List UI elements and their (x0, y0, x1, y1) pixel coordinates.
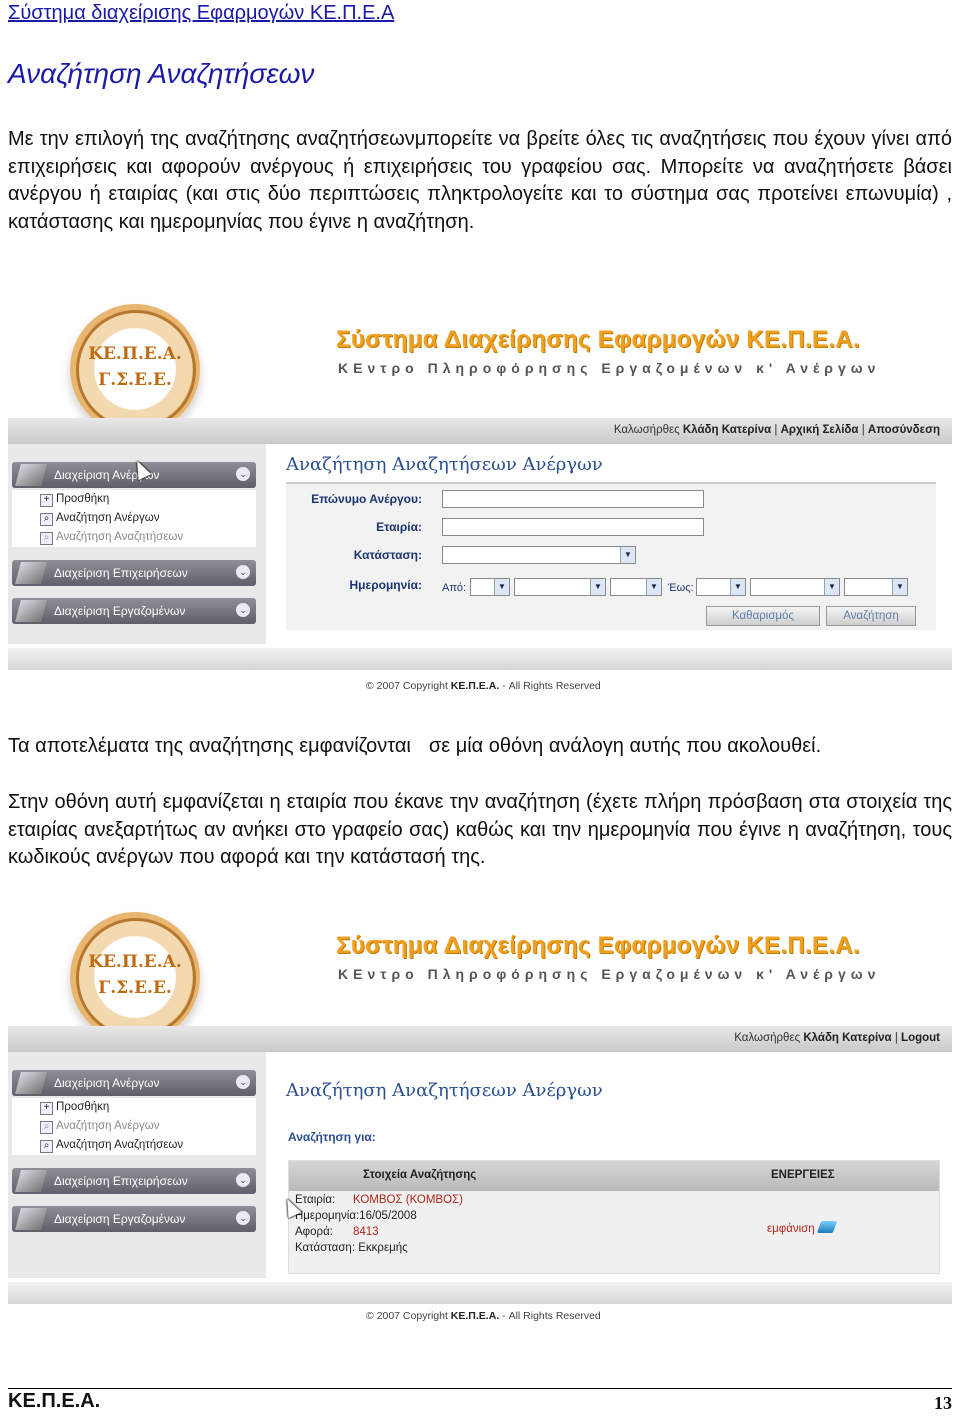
content-title: Αναζήτηση Αναζητήσεων Ανέργων (286, 1080, 603, 1101)
results-table (288, 1160, 940, 1274)
logout-link[interactable]: Logout (901, 1032, 940, 1044)
menu-employees[interactable] (12, 1206, 256, 1232)
search-icon: ⌕ (40, 1121, 53, 1134)
footer-bar (8, 648, 952, 670)
welcome-text (734, 1032, 940, 1044)
search-icon: ⌕ (40, 513, 53, 526)
chevron-down-icon[interactable]: ⌄ (236, 1211, 250, 1225)
results-table-header (289, 1161, 939, 1191)
company-label: Εταιρία: (295, 1194, 336, 1206)
result-date (295, 1210, 417, 1222)
results-paragraph (8, 733, 952, 761)
plus-icon: + (40, 1102, 53, 1115)
submenu-add-label: Προσθήκη (56, 1101, 110, 1113)
clear-button[interactable]: Καθαρισμός (706, 606, 820, 626)
view-icon[interactable] (817, 1221, 837, 1233)
surname-input[interactable] (442, 490, 704, 508)
chevron-down-icon[interactable]: ⌄ (236, 1075, 250, 1089)
search-form (286, 482, 936, 630)
submenu-search-searches-label: Αναζήτηση Αναζητήσεων (56, 1139, 184, 1151)
search-icon: ⌕ (40, 532, 53, 545)
submenu-search-unemployed[interactable] (12, 1117, 256, 1136)
copyright-org: ΚΕ.Π.Ε.Α. (450, 680, 500, 692)
results-text-a: Τα αποτελέματα της αναζήτησης εμφανίζονται (8, 735, 411, 757)
description-paragraph: Στην οθόνη αυτή εμφανίζεται η εταιρία που έκανε την αναζήτηση (έχετε πλήρη πρόσβαση στα στοιχεία της εταιρίας ανεξαρτήτως αν ανήκει στο γραφείο σας) καθώς και την ημερομηνία που έγινε η αναζήτηση, τους κωδικούς ανέργων που αφορά και την κατάστασή της. (8, 791, 952, 868)
submenu-search-searches[interactable] (12, 528, 256, 547)
copyright-org: ΚΕ.Π.Ε.Α. (450, 1310, 500, 1322)
search-results-screenshot (8, 898, 952, 1334)
from-day-select[interactable] (470, 578, 510, 596)
user-name: Κλάδη Κατερίνα (682, 424, 772, 436)
app-brand-subtitle: ΚΕντρο Πληροφόρησης Εργαζομένων κ' Ανέργων (338, 360, 881, 376)
search-for-label: Αναζήτηση για: (288, 1130, 376, 1144)
app-brand-title: Σύστημα Διαχείρησης Εφαρμογών ΚΕ.Π.Ε.Α. (336, 932, 860, 959)
col-actions: ΕΝΕΡΓΕΙΕΣ (771, 1169, 835, 1181)
view-link[interactable]: εμφάνιση (767, 1223, 815, 1235)
intro-paragraph: Με την επιλογή της αναζήτησης αναζητήσεωνμπορείτε να βρείτε όλες τις αναζητήσεις που έχουν γίνει από επιχειρήσεις και αφορούν ανέργους ή επιχειρήσεις του γραφείου σας. Μπορείτε να αναζητήσετε βάσει ανέργου ή εταιρίας (και στις δύο περιπτώσεις πληκτρολογείτε και το σύστημα σας προτείνει επωνυμία) , κατάστασης και ημερομηνίας που έγινε η αναζήτηση. (8, 128, 952, 233)
logo-text-2: Γ.Σ.Ε.Ε. (98, 978, 172, 998)
plus-icon: + (40, 494, 53, 507)
logo-text-1: ΚΕ.Π.Ε.Α. (88, 344, 182, 364)
from-month-select[interactable] (514, 578, 606, 596)
search-button[interactable]: Αναζήτηση (826, 606, 916, 626)
status-label: Κατάσταση: (353, 548, 422, 562)
concerns-value[interactable]: 8413 (353, 1226, 379, 1238)
section-title: Αναζήτηση Αναζητήσεων (8, 58, 315, 89)
company-label: Εταιρία: (376, 520, 422, 534)
result-status (295, 1242, 408, 1254)
menu-icon (15, 562, 47, 584)
footer-bar (8, 1282, 952, 1304)
concerns-label: Αφορά: (295, 1226, 333, 1238)
chevron-down-icon[interactable]: ⌄ (236, 603, 250, 617)
to-label: Έως: (668, 582, 694, 594)
status-select[interactable] (442, 546, 636, 564)
surname-label: Επώνυμο Ανέργου: (311, 492, 422, 506)
menu-businesses-label: Διαχείριση Επιχειρήσεων (54, 566, 188, 580)
status-label: Κατάσταση: (295, 1242, 356, 1254)
submenu-search-searches-label: Αναζήτηση Αναζητήσεων (56, 531, 184, 543)
menu-icon (15, 600, 47, 622)
submenu-add[interactable] (12, 490, 256, 509)
menu-employees-label: Διαχείριση Εργαζομένων (54, 604, 186, 618)
copyright (366, 1310, 601, 1322)
result-concerns (295, 1226, 379, 1238)
menu-employees[interactable] (12, 598, 256, 624)
copyright-suffix: - All Rights Reserved (502, 680, 601, 692)
date-label: Ημερομηνία: (295, 1210, 360, 1222)
company-value[interactable]: ΚΟΜΒΟΣ (ΚΟΜΒΟΣ) (353, 1194, 463, 1206)
app-brand-subtitle: ΚΕντρο Πληροφόρησης Εργαζομένων κ' Ανέργων (338, 966, 881, 982)
top-bar (8, 418, 952, 444)
submenu-search-unemployed-label: Αναζήτηση Ανέργων (56, 512, 160, 524)
menu-icon (15, 464, 47, 486)
chevron-down-icon: ▼ (590, 579, 605, 595)
chevron-down-icon: ▼ (892, 579, 907, 595)
submenu-unemployed (12, 1098, 256, 1155)
menu-icon (15, 1072, 47, 1094)
document-header-text: Σύστημα διαχείρισης Εφαρμογών ΚΕ.Π.Ε.Α (8, 2, 395, 24)
page-number: 13 (934, 1393, 952, 1413)
results-text-b: σε μία οθόνη ανάλογη αυτής που ακολουθεί. (428, 735, 822, 757)
chevron-down-icon: ▼ (494, 579, 509, 595)
submenu-search-unemployed[interactable] (12, 509, 256, 528)
menu-businesses[interactable] (12, 560, 256, 586)
date-value: 16/05/2008 (359, 1210, 417, 1222)
search-form-screenshot (8, 292, 952, 702)
logout-link[interactable]: Αποσύνδεση (867, 424, 940, 436)
from-year-select[interactable] (610, 578, 662, 596)
chevron-down-icon[interactable]: ⌄ (236, 1173, 250, 1187)
to-year-select[interactable] (844, 578, 908, 596)
footer-org: ΚΕ.Π.Ε.Α. (8, 1390, 101, 1412)
app-brand-title: Σύστημα Διαχείρησης Εφαρμογών ΚΕ.Π.Ε.Α. (336, 326, 860, 353)
top-bar (8, 1026, 952, 1052)
separator: | (894, 1032, 898, 1044)
chevron-down-icon: ▼ (824, 579, 839, 595)
welcome-prefix: Καλωσήρθες (734, 1032, 801, 1044)
menu-unemployed-label: Διαχείριση Ανέργων (54, 1076, 160, 1090)
menu-icon (15, 1208, 47, 1230)
document-header (8, 2, 416, 25)
submenu-add[interactable] (12, 1098, 256, 1117)
separator: | (774, 424, 778, 436)
chevron-down-icon: ▼ (730, 579, 745, 595)
chevron-down-icon[interactable]: ⌄ (236, 565, 250, 579)
chevron-down-icon: ▼ (620, 547, 635, 563)
welcome-text (614, 424, 940, 436)
submenu-search-unemployed-label: Αναζήτηση Ανέργων (56, 1120, 160, 1132)
welcome-prefix: Καλωσήρθες (613, 424, 680, 436)
menu-unemployed[interactable] (12, 1070, 256, 1096)
submenu-add-label: Προσθήκη (56, 493, 110, 505)
chevron-down-icon[interactable]: ⌄ (236, 467, 250, 481)
logo-text-1: ΚΕ.Π.Ε.Α. (88, 952, 182, 972)
copyright-suffix: - All Rights Reserved (502, 1310, 601, 1322)
user-name: Κλάδη Κατερίνα (803, 1032, 892, 1044)
submenu-unemployed (12, 490, 256, 547)
submenu-search-searches[interactable] (12, 1136, 256, 1155)
copyright (366, 680, 601, 692)
menu-employees-label: Διαχείριση Εργαζομένων (54, 1212, 186, 1226)
footer-rule (8, 1388, 952, 1389)
chevron-down-icon: ▼ (646, 579, 661, 595)
menu-businesses-label: Διαχείριση Επιχειρήσεων (54, 1174, 188, 1188)
copyright-prefix: © 2007 Copyright (366, 1310, 448, 1322)
kepea-logo (70, 912, 200, 1042)
status-value: Εκκρεμής (358, 1242, 408, 1254)
to-month-select[interactable] (750, 578, 840, 596)
logo-text-2: Γ.Σ.Ε.Ε. (98, 370, 172, 390)
menu-businesses[interactable] (12, 1168, 256, 1194)
content-title: Αναζήτηση Αναζητήσεων Ανέργων (286, 454, 603, 475)
col-details: Στοιχεία Αναζήτησης (363, 1169, 477, 1181)
copyright-prefix: © 2007 Copyright (366, 680, 448, 692)
kepea-logo (70, 304, 200, 434)
result-company (295, 1194, 463, 1206)
menu-unemployed-label: Διαχείριση Ανέργων (54, 468, 160, 482)
search-icon: ⌕ (40, 1140, 53, 1153)
to-day-select[interactable] (696, 578, 746, 596)
menu-icon (15, 1170, 47, 1192)
home-link[interactable]: Αρχική Σελίδα (780, 424, 859, 436)
company-input[interactable] (442, 518, 704, 536)
from-label: Από: (442, 582, 467, 594)
separator: | (861, 424, 865, 436)
date-label: Ημερομηνία: (349, 578, 422, 592)
